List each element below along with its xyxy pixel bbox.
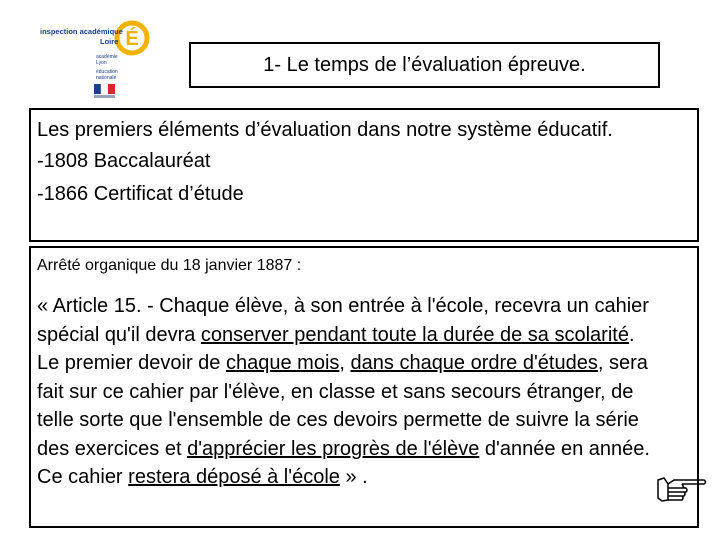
logo-text-1: inspection académique	[40, 27, 123, 36]
svg-text:É: É	[125, 28, 139, 50]
pointing-hand-icon[interactable]	[654, 474, 708, 504]
logo-text-2: Loire	[100, 37, 119, 46]
academy-logo-graphic	[38, 14, 150, 100]
article-emphasis-3: dans chaque ordre d'études	[350, 352, 598, 374]
article-text-4: , sera fait sur ce cahier par l'élève, en classe et sans secours étranger, de telle sorte que l'ensemble de ces devoirs permette de suivre la série des exercices et	[37, 352, 648, 460]
logo-text-4: Lyon	[96, 60, 107, 66]
intro-line-3: -1866 Certificat d’étude	[37, 183, 244, 205]
article-box	[29, 246, 699, 528]
intro-line-1: Les premiers éléments d’évaluation dans notre système éducatif.	[37, 119, 613, 141]
logo-text-3: académie	[96, 54, 118, 60]
article-text-2: . Le premier devoir de	[37, 323, 635, 374]
article-quote	[37, 292, 657, 492]
article-text-3: ,	[339, 352, 351, 374]
decree-heading: Arrêté organique du 18 janvier 1887 :	[37, 257, 302, 274]
logo-text-5: éducation	[96, 69, 118, 75]
article-text-6: » .	[339, 466, 368, 488]
article-text-1: « Article 15. - Chaque élève, à son entrée à l'école, recevra un cahier spécial qu'il devra	[37, 295, 649, 346]
article-emphasis-4: d'apprécier les progrès de l'élève	[187, 437, 480, 460]
article-emphasis-2: chaque mois	[225, 352, 340, 374]
intro-box	[29, 108, 699, 242]
slide-title-text: 1- Le temps de l’évaluation épreuve.	[263, 53, 586, 76]
article-emphasis-5: restera déposé à l'école	[128, 466, 340, 488]
logo-text-6: nationale	[96, 75, 117, 81]
slide-title	[189, 42, 660, 88]
academy-logo	[38, 14, 150, 100]
article-text-5: d'année en année. Ce cahier	[37, 437, 650, 488]
republic-emblem-icon	[94, 84, 115, 98]
article-emphasis-1: conserver pendant toute la durée de sa scolarité	[200, 323, 629, 346]
intro-line-2: -1808 Baccalauréat	[37, 150, 211, 172]
